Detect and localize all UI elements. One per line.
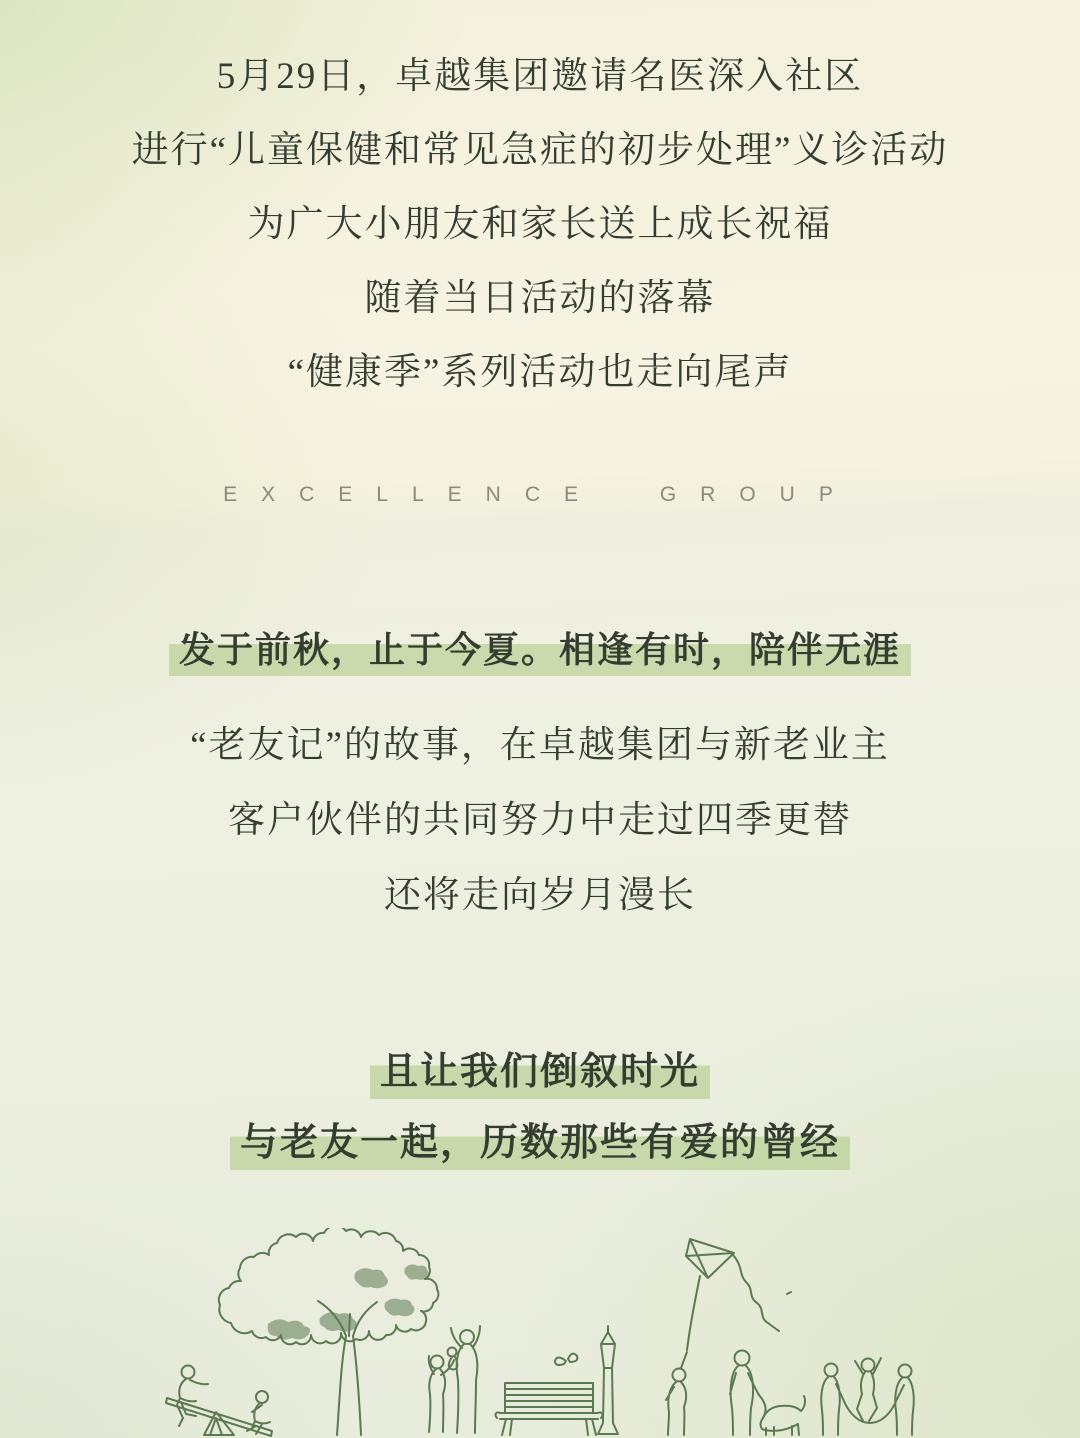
closing-row (0, 1050, 1080, 1094)
intro-paragraph (0, 40, 1080, 410)
butterfly-illustration (555, 1354, 577, 1365)
intro-line: “健康季”系列活动也走向尾声 (287, 352, 793, 393)
story-paragraph (0, 708, 1080, 933)
brand-wordmark: EXCELLENCE GROUP (223, 483, 857, 506)
story-line: 客户伙伴的共同努力中走过四季更替 (228, 800, 852, 841)
family-illustration (429, 1326, 480, 1433)
closing-line: 与老友一起，历数那些有爱的曾经 (230, 1120, 850, 1170)
children-jumping-rope-illustration (821, 1358, 914, 1435)
man-walking-dog-illustration (730, 1351, 805, 1436)
intro-line: 为广大小朋友和家长送上成长祝福 (247, 204, 833, 245)
story-line: “老友记”的故事，在卓越集团与新老业主 (190, 725, 890, 766)
tree-illustration (219, 1228, 439, 1435)
tagline-row (0, 628, 1080, 672)
seesaw-children-illustration (166, 1366, 272, 1437)
intro-line: 5月29日，卓越集团邀请名医深入社区 (216, 56, 864, 97)
closing-row (0, 1121, 1080, 1165)
closing-line: 且让我们倒叙时光 (370, 1049, 710, 1099)
closing-block (0, 1050, 1080, 1192)
child-flying-kite-illustration (666, 1352, 687, 1435)
kite-illustration (686, 1239, 791, 1350)
park-bench-illustration (496, 1383, 603, 1435)
intro-line: 进行“儿童保健和常见急症的初步处理”义诊活动 (131, 130, 949, 171)
story-line: 还将走向岁月漫长 (384, 875, 696, 916)
park-scene-illustration (0, 1228, 1080, 1438)
tagline-text: 发于前秋，止于今夏。相逢有时，陪伴无涯 (169, 628, 911, 676)
intro-line: 随着当日活动的落幕 (364, 278, 716, 319)
